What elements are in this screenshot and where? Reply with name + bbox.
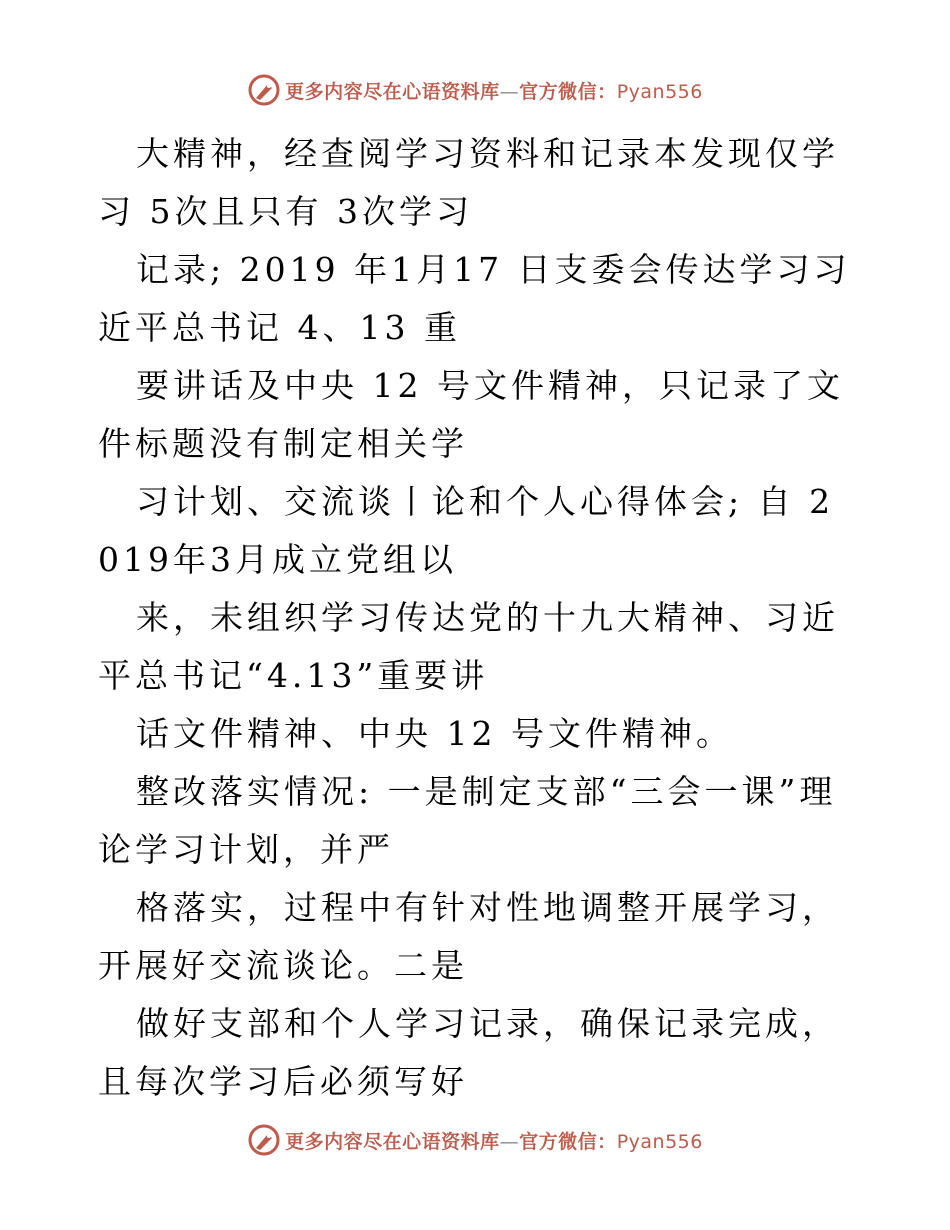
paragraph <box>98 995 858 1111</box>
paragraph-line: 大精神，经查阅学习资料和记录本发现仅学习 5 <box>98 134 839 231</box>
paragraph-line: 记录; 2019 年1月17 日支委会传达学习习近平 <box>98 250 851 347</box>
paragraph-line: 书记“4.13”重要讲 <box>172 656 489 695</box>
paragraph-line: 好交流谈论。二是 <box>172 946 468 985</box>
footer-watermark <box>0 1120 950 1160</box>
body-text <box>98 125 858 1111</box>
paragraph <box>98 241 858 357</box>
paragraph-line: 要讲话及中央 12 号文件精神，只记录了文件标 <box>98 366 844 463</box>
pen-nib-logo-icon <box>247 1123 281 1157</box>
pen-nib-logo-icon <box>247 73 281 107</box>
paragraph <box>98 357 858 473</box>
watermark-separator: — <box>499 80 520 103</box>
paragraph <box>98 473 858 589</box>
header-watermark <box>0 70 950 110</box>
paragraph-line: 次且只有 3次学习 <box>174 192 473 231</box>
paragraph-line: 整改落实情况: 一是制定支部“三会一课”理论 <box>98 772 837 869</box>
paragraph-line: 题没有制定相关学 <box>172 424 468 463</box>
paragraph-line: 习计划、交流谈丨论和个人心得体会; 自 2019 <box>98 482 835 579</box>
watermark-text <box>285 1127 703 1154</box>
paragraph <box>98 125 858 241</box>
paragraph <box>98 705 858 763</box>
paragraph <box>98 589 858 705</box>
watermark-separator: — <box>499 1130 520 1153</box>
watermark-wechat-label: 官方微信： <box>519 1130 617 1153</box>
paragraph-line: 做好支部和个人学习记录，确保记录完成，且每 <box>98 1004 839 1101</box>
watermark-wechat-label: 官方微信： <box>519 80 617 103</box>
paragraph-line: 总书记 4、13 重 <box>172 308 461 347</box>
watermark-main-text: 更多内容尽在心语资料库 <box>285 80 500 103</box>
paragraph-line: 年3月成立党组以 <box>173 540 457 579</box>
watermark-wechat-id: Pyan556 <box>616 80 703 103</box>
watermark-main-text: 更多内容尽在心语资料库 <box>285 1130 500 1153</box>
paragraph-line: 格落实，过程中有针对性地调整开展学习，开展 <box>98 888 839 985</box>
paragraph <box>98 879 858 995</box>
paragraph-line: 次学习后必须写好 <box>172 1062 468 1101</box>
paragraph-line: 来，未组织学习传达党的十九大精神、习近平总 <box>98 598 839 695</box>
paragraph <box>98 763 858 879</box>
watermark-text <box>285 77 703 104</box>
paragraph-line: 话文件精神、中央 12 号文件精神。 <box>136 714 733 753</box>
paragraph-line: 学习计划，并严 <box>135 830 394 869</box>
watermark-wechat-id: Pyan556 <box>616 1130 703 1153</box>
